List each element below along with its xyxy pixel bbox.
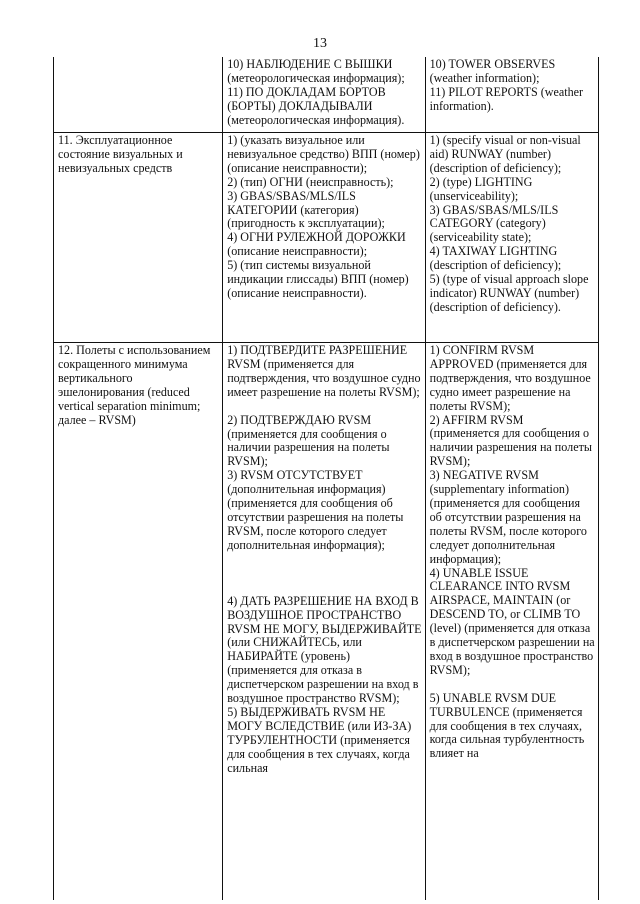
phrase-item: 1) CONFIRM RVSM APPROVED (применяется для подтверждения, что воздушное судно имеет разрешение на полеты RVSM); — [429, 343, 591, 413]
russian-phrase-cell — [223, 133, 425, 343]
phrase-item: 4) ДАТЬ РАЗРЕШЕНИЕ НА ВХОД В ВОЗДУШНОЕ ПРОСТРАНСТВО RVSM НЕ МОГУ, ВЫДЕРЖИВАЙТЕ (или СНИЖАЙТЕСЬ, или НАБИРАЙТЕ (уровень) (применяется для отказа в диспетчерском разрешении на вход в воздушное пространство RVSM); — [227, 593, 422, 706]
phrase-item: 11) ПО ДОКЛАДАМ БОРТОВ (БОРТЫ) ДОКЛАДЫВАЛИ (метеорологическая информация). — [227, 84, 405, 127]
english-phrase-cell — [425, 343, 598, 901]
phrase-item: 10) TOWER OBSERVES (weather information); — [429, 57, 556, 85]
phrase-item: 5) ВЫДЕРЖИВАТЬ RVSM НЕ МОГУ ВСЛЕДСТВИЕ (или ИЗ-ЗА) ТУРБУЛЕНТНОСТИ (применяется для сообщения в тех случаях, когда сильная — [227, 704, 412, 775]
phrase-item: 1) ПОДТВЕРДИТЕ РАЗРЕШЕНИЕ RVSM (применяется для подтверждения, что воздушное судно имеет разрешение на полеты RVSM); — [227, 343, 421, 399]
phrase-item: 3) GBAS/SBAS/MLS/ILS CATEGORY (category) (serviceability state); — [429, 202, 559, 245]
phrase-item: 4) TAXIWAY LIGHTING (description of deficiency); — [429, 244, 562, 273]
english-phrase-cell — [425, 133, 598, 343]
phrase-item: 1) (specify visual or non-visual aid) RUNWAY (number) (description of deficiency); — [429, 133, 581, 175]
table-row — [54, 133, 599, 343]
phrase-item: 3) GBAS/SBAS/MLS/ILS КАТЕГОРИИ (категория) (пригодность к эксплуатации); — [227, 188, 385, 231]
phraseology-table — [53, 57, 599, 900]
english-phrase-cell — [425, 57, 598, 133]
subject-text: 11. Эксплуатационное состояние визуальных и невизуальных средств — [58, 133, 183, 175]
subject-cell — [54, 133, 223, 343]
phrase-item: 5) (type of visual approach slope indicator) RUNWAY (number) (description of deficiency). — [429, 272, 589, 314]
russian-phrase-cell — [223, 57, 425, 133]
phrase-item: 2) ПОДТВЕРЖДАЮ RVSM (применяется для сообщения о наличии разрешения на полеты RVSM); — [227, 412, 390, 469]
phrase-item: 3) NEGATIVE RVSM (supplementary information) (применяется для сообщения об отсутствии разрешения на полеты RVSM, после которого следует дополнительная информация); — [429, 468, 587, 566]
phrase-item: 2) AFFIRM RVSM (применяется для сообщения о наличии разрешения на полеты RVSM); — [429, 412, 592, 469]
phrase-item: 10) НАБЛЮДЕНИЕ С ВЫШКИ (метеорологическая информация); — [227, 57, 405, 85]
phrase-item: 5) (тип системы визуальной индикации глиссады) ВПП (номер) (описание неисправности). — [227, 258, 409, 300]
phrase-item: 4) ОГНИ РУЛЕЖНОЙ ДОРОЖКИ (описание неисправности); — [227, 230, 406, 259]
page-number: 13 — [313, 36, 327, 51]
phrase-item: 11) PILOT REPORTS (weather information). — [429, 84, 584, 113]
phrase-item: 5) UNABLE RVSM DUE TURBULENCE (применяется для сообщения в тех случаях, когда сильная турбулентность влияет на — [429, 690, 585, 761]
subject-cell — [54, 343, 223, 901]
russian-phrase-cell — [223, 343, 425, 901]
table-row — [54, 343, 599, 901]
phrase-item: 2) (тип) ОГНИ (неисправность); — [227, 174, 394, 189]
phrase-item: 4) UNABLE ISSUE CLEARANCE INTO RVSM AIRSPACE, MAINTAIN (or DESCEND TO, or CLIMB TO (level) (применяется для отказа в диспетчерском разрешении на вход в воздушное пространство RVSM); — [429, 565, 595, 677]
table-row — [54, 57, 599, 133]
subject-cell — [54, 57, 223, 133]
phrase-item: 3) RVSM ОТСУТСТВУЕТ (дополнительная информация) (применяется для сообщения об отсутствии разрешения на полеты RVSM, после которого следует дополнительная информация); — [227, 468, 404, 552]
subject-text: 12. Полеты с использованием сокращенного минимума вертикального эшелонирования (reduced vertical separation minimum; далее – RVSM) — [58, 343, 211, 427]
phrase-item: 2) (type) LIGHTING (unserviceability); — [429, 174, 533, 203]
phrase-item: 1) (указать визуальное или невизуальное средство) ВПП (номер) (описание неисправности); — [227, 133, 420, 175]
